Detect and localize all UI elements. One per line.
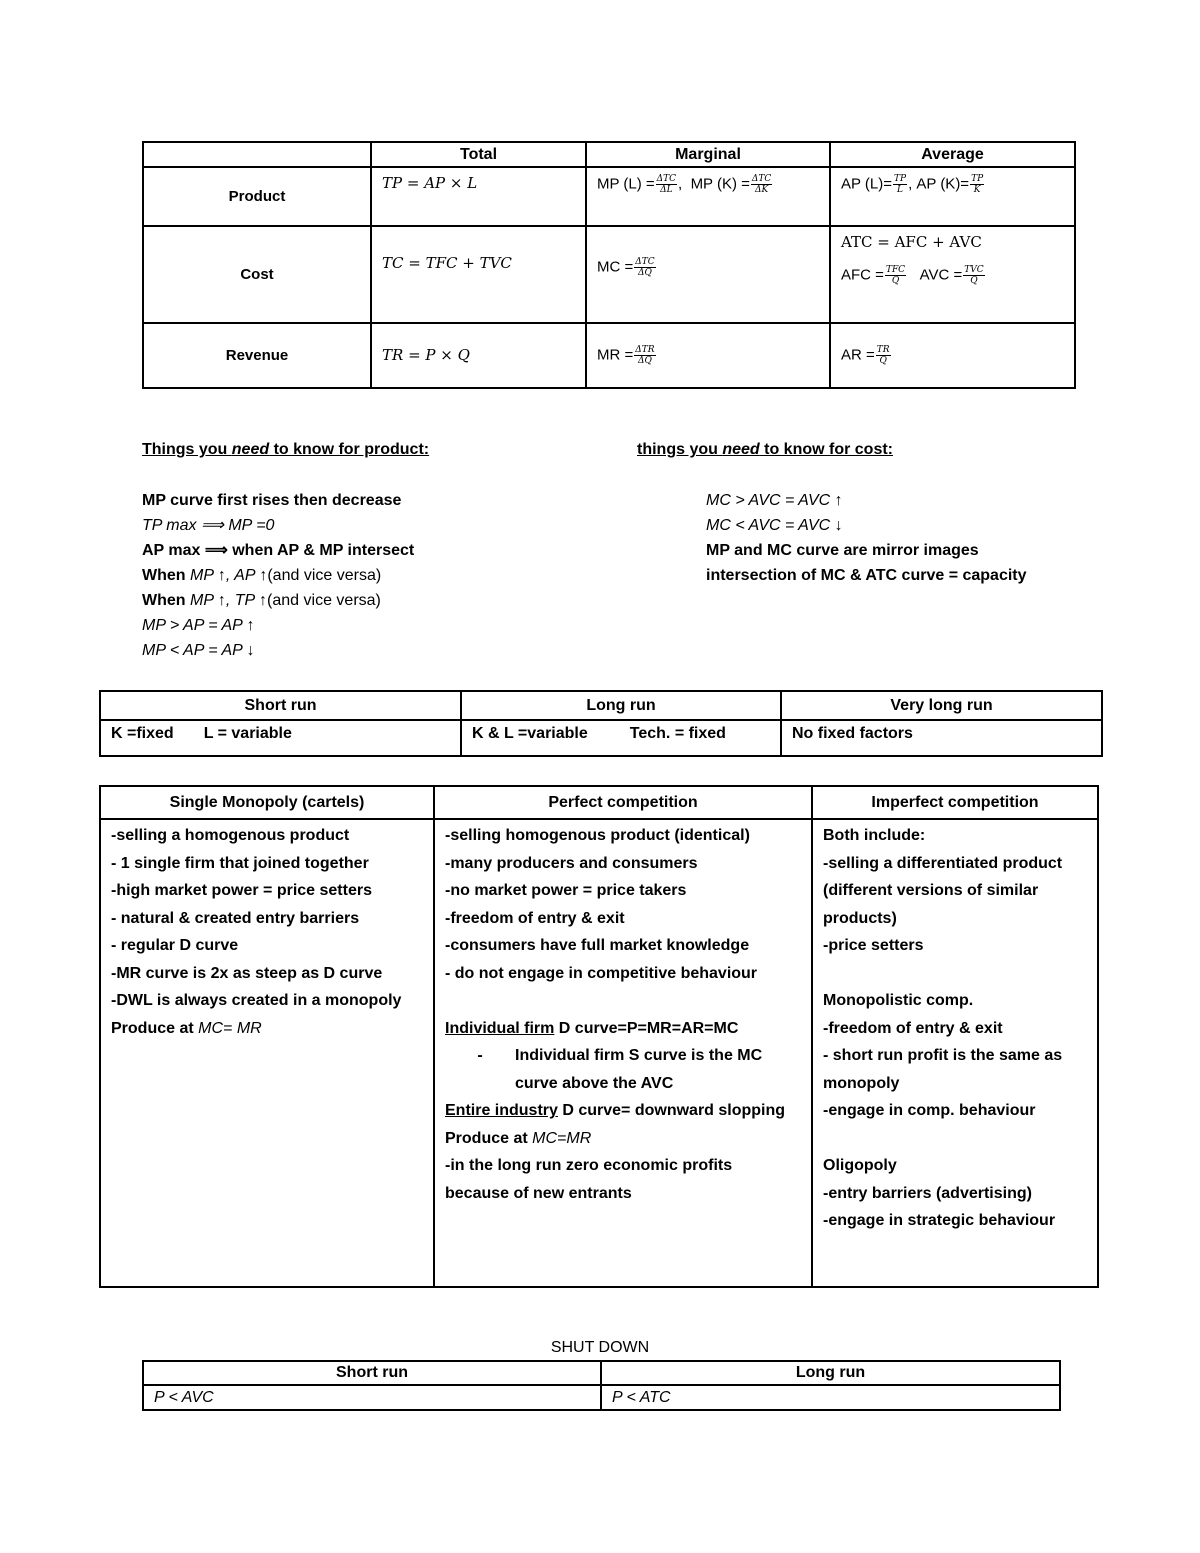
list-item: -no market power = price takers: [445, 882, 687, 899]
sub-line: curve above the AVC: [515, 1074, 674, 1092]
list-item: -consumers have full market knowledge: [445, 937, 750, 954]
shutdown-title: SHUT DOWN: [550, 1339, 650, 1356]
ap-l-fraction: [893, 174, 907, 195]
mc-fraction: [634, 257, 655, 278]
frac-den: ΔK: [754, 185, 769, 195]
produce-label: Produce at: [111, 1019, 199, 1037]
afc-fraction: [885, 265, 906, 286]
monopoly-cell: [100, 819, 434, 1287]
shutdown-long-rule: P < ATC: [612, 1388, 671, 1406]
avc-label: AVC =: [919, 266, 963, 284]
note-line: MC > AVC = AVC ↑: [706, 492, 843, 509]
note-line: intersection of MC & ATC curve = capacity: [706, 567, 1027, 584]
list-item: - natural & created entry barriers: [111, 909, 360, 927]
avc-fraction: [963, 265, 984, 286]
list-item: products): [823, 909, 897, 927]
imperfect-cell: [812, 819, 1098, 1287]
cost-total-cell: [371, 226, 586, 323]
shutdown-short-cell: [143, 1385, 601, 1410]
note-part: MP ↑, AP ↑: [190, 567, 268, 584]
mp-l-fraction: [656, 174, 677, 195]
note-part: (and vice versa): [267, 567, 382, 584]
product-marginal-cell: [586, 167, 830, 226]
frac-num: ΔTC: [635, 257, 655, 267]
frac-den: ΔQ: [638, 268, 652, 278]
section-heading: Monopolistic comp.: [823, 992, 974, 1009]
separator: ,: [678, 175, 683, 193]
list-item: - regular D curve: [111, 937, 239, 954]
note-line: TP max ⟹ MP =0: [142, 517, 275, 534]
tr-formula: TR = P × Q: [382, 345, 470, 364]
title-part: Things you: [142, 441, 232, 458]
header-monopoly: Single Monopoly (cartels): [100, 786, 434, 819]
title-part: to know for product:: [269, 441, 430, 458]
note-part: When: [142, 567, 190, 584]
long-run-tech: Tech. = fixed: [629, 725, 726, 742]
header-very-long-run: Very long run: [781, 691, 1102, 720]
list-item: -selling a differentiated product: [823, 854, 1063, 872]
cost-marginal-cell: [586, 226, 830, 323]
tc-formula: TC = TFC + TVC: [382, 253, 512, 272]
frac-den: ΔL: [660, 185, 673, 195]
header-total: Total: [371, 142, 586, 167]
list-item: -many producers and consumers: [445, 854, 698, 872]
header-long-run: Long run: [461, 691, 781, 720]
short-run-k: K =fixed: [111, 725, 174, 742]
frac-num: ΔTR: [635, 345, 655, 355]
perfect-cell: [434, 819, 812, 1287]
dash-bullet: -: [477, 1047, 483, 1064]
product-total-cell: [371, 167, 586, 226]
note-line: AP max ⟹ when AP & MP intersect: [142, 542, 415, 559]
long-run-cell: [461, 720, 781, 756]
very-long-run-cell: [781, 720, 1102, 756]
mp-k-label: MP (K) =: [690, 175, 750, 193]
list-item: - do not engage in competitive behaviour: [445, 964, 758, 982]
cost-average-cell: [830, 226, 1075, 323]
header-shutdown-short: Short run: [143, 1361, 601, 1385]
frac-num: TVC: [964, 265, 984, 275]
atc-text: ATC = AFC + AVC: [841, 233, 982, 251]
list-item: -engage in strategic behaviour: [823, 1212, 1056, 1229]
cost-product-revenue-table: [142, 141, 1076, 389]
individual-firm-rule: D curve=P=MR=AR=MC: [554, 1019, 739, 1037]
mc-label: MC =: [597, 258, 634, 276]
list-item: -price setters: [823, 937, 924, 954]
list-item: -in the long run zero economic profits: [445, 1157, 733, 1174]
produce-rule: MC=MR: [532, 1129, 592, 1147]
list-item: -engage in comp. behaviour: [823, 1102, 1036, 1119]
frac-num: TP: [894, 174, 907, 184]
long-run-kl: K & L =variable: [472, 725, 588, 742]
list-item: (different versions of similar: [823, 882, 1039, 899]
revenue-marginal-cell: [586, 323, 830, 388]
separator: ,: [908, 175, 913, 193]
notes-product: [142, 437, 429, 663]
revenue-total-cell: [371, 323, 586, 388]
ap-l-label: AP (L)=: [841, 175, 892, 193]
shutdown-short-rule: P < AVC: [154, 1388, 214, 1406]
frac-den: K: [973, 185, 981, 195]
frac-den: Q: [891, 276, 900, 286]
list-item: [445, 1097, 801, 1125]
list-item: -DWL is always created in a monopoly: [111, 992, 402, 1009]
section-heading: Both include:: [823, 827, 926, 844]
header-average: Average: [830, 142, 1075, 167]
list-item: [111, 1015, 423, 1043]
list-item: -selling a homogenous product: [111, 827, 350, 844]
title-part: things you: [637, 441, 723, 458]
shutdown-table: [142, 1360, 1061, 1411]
note-line: MP > AP = AP ↑: [142, 617, 255, 634]
sub-list-item: [445, 1042, 801, 1097]
list-item: [445, 1015, 801, 1043]
note-line: MP and MC curve are mirror images: [706, 542, 979, 559]
header-marginal: Marginal: [586, 142, 830, 167]
list-item: -MR curve is 2x as steep as D curve: [111, 964, 383, 982]
ar-fraction: [876, 345, 891, 366]
header-short-run: Short run: [100, 691, 461, 720]
header-imperfect: Imperfect competition: [812, 786, 1098, 819]
product-average-cell: [830, 167, 1075, 226]
short-run-l: L = variable: [203, 725, 292, 742]
tp-formula: TP = AP × L: [382, 174, 478, 192]
afc-label: AFC =: [841, 266, 884, 284]
notes-cost-title: [637, 437, 1027, 462]
note-line: MP curve first rises then decrease: [142, 492, 402, 509]
section-heading: Oligopoly: [823, 1157, 897, 1174]
individual-firm-label: Individual firm: [445, 1019, 555, 1037]
list-item: -entry barriers (advertising): [823, 1184, 1032, 1202]
row-label-product: Product: [143, 167, 371, 226]
list-item: - 1 single firm that joined together: [111, 854, 369, 872]
row-label-revenue: Revenue: [143, 323, 371, 388]
header-shutdown-long: Long run: [601, 1361, 1060, 1385]
ap-k-fraction: [970, 174, 984, 195]
produce-label: Produce at: [445, 1129, 533, 1147]
list-item: [445, 1125, 801, 1153]
notes-cost: [637, 437, 1027, 588]
frac-den: ΔQ: [637, 356, 652, 366]
frac-den: Q: [970, 276, 978, 286]
title-part: to know for cost:: [759, 441, 893, 458]
list-item: -high market power = price setters: [111, 882, 372, 899]
list-item: -freedom of entry & exit: [823, 1019, 1003, 1037]
afc-avc-line: [841, 265, 1064, 286]
note-part: MP ↑, TP ↑: [190, 592, 268, 609]
revenue-average-cell: [830, 323, 1075, 388]
list-item: -selling homogenous product (identical): [445, 827, 750, 844]
list-item: -freedom of entry & exit: [445, 909, 625, 927]
produce-rule: MC= MR: [198, 1019, 262, 1037]
frac-num: TP: [971, 174, 984, 184]
title-emphasis: need: [231, 441, 270, 458]
frac-num: ΔTC: [751, 174, 772, 184]
runs-table: [99, 690, 1103, 757]
list-item: - short run profit is the same as: [823, 1047, 1063, 1064]
note-line: [142, 588, 429, 613]
short-run-cell: [100, 720, 461, 756]
very-long-run-text: No fixed factors: [792, 725, 913, 742]
note-line: MP < AP = AP ↓: [142, 642, 255, 659]
frac-den: L: [897, 185, 904, 195]
note-part: When: [142, 592, 190, 609]
entire-industry-label: Entire industry: [445, 1102, 558, 1119]
mp-k-fraction: [751, 174, 772, 195]
market-structures-table: [99, 785, 1099, 1288]
title-emphasis: need: [722, 441, 760, 458]
header-blank: [143, 142, 371, 167]
note-line: MC < AVC = AVC ↓: [706, 517, 843, 534]
shutdown-long-cell: [601, 1385, 1060, 1410]
note-line: [142, 563, 429, 588]
sub-line: Individual firm S curve is the MC: [515, 1047, 763, 1064]
header-perfect: Perfect competition: [434, 786, 812, 819]
entire-industry-rule: D curve= downward slopping: [557, 1102, 786, 1119]
row-label-cost: Cost: [143, 226, 371, 323]
mr-fraction: [634, 345, 655, 366]
note-part: (and vice versa): [267, 592, 381, 609]
mr-label: MR =: [597, 346, 634, 364]
atc-formula: [841, 233, 1064, 251]
frac-num: ΔTC: [656, 174, 677, 184]
ap-k-label: AP (K)=: [916, 175, 970, 193]
notes-product-title: [142, 437, 429, 462]
ar-label: AR =: [841, 346, 875, 364]
list-item: monopoly: [823, 1074, 900, 1092]
mp-l-label: MP (L) =: [597, 175, 655, 193]
list-item: because of new entrants: [445, 1184, 632, 1202]
frac-num: TR: [876, 345, 890, 355]
frac-num: TFC: [885, 265, 906, 275]
frac-den: Q: [879, 356, 887, 366]
